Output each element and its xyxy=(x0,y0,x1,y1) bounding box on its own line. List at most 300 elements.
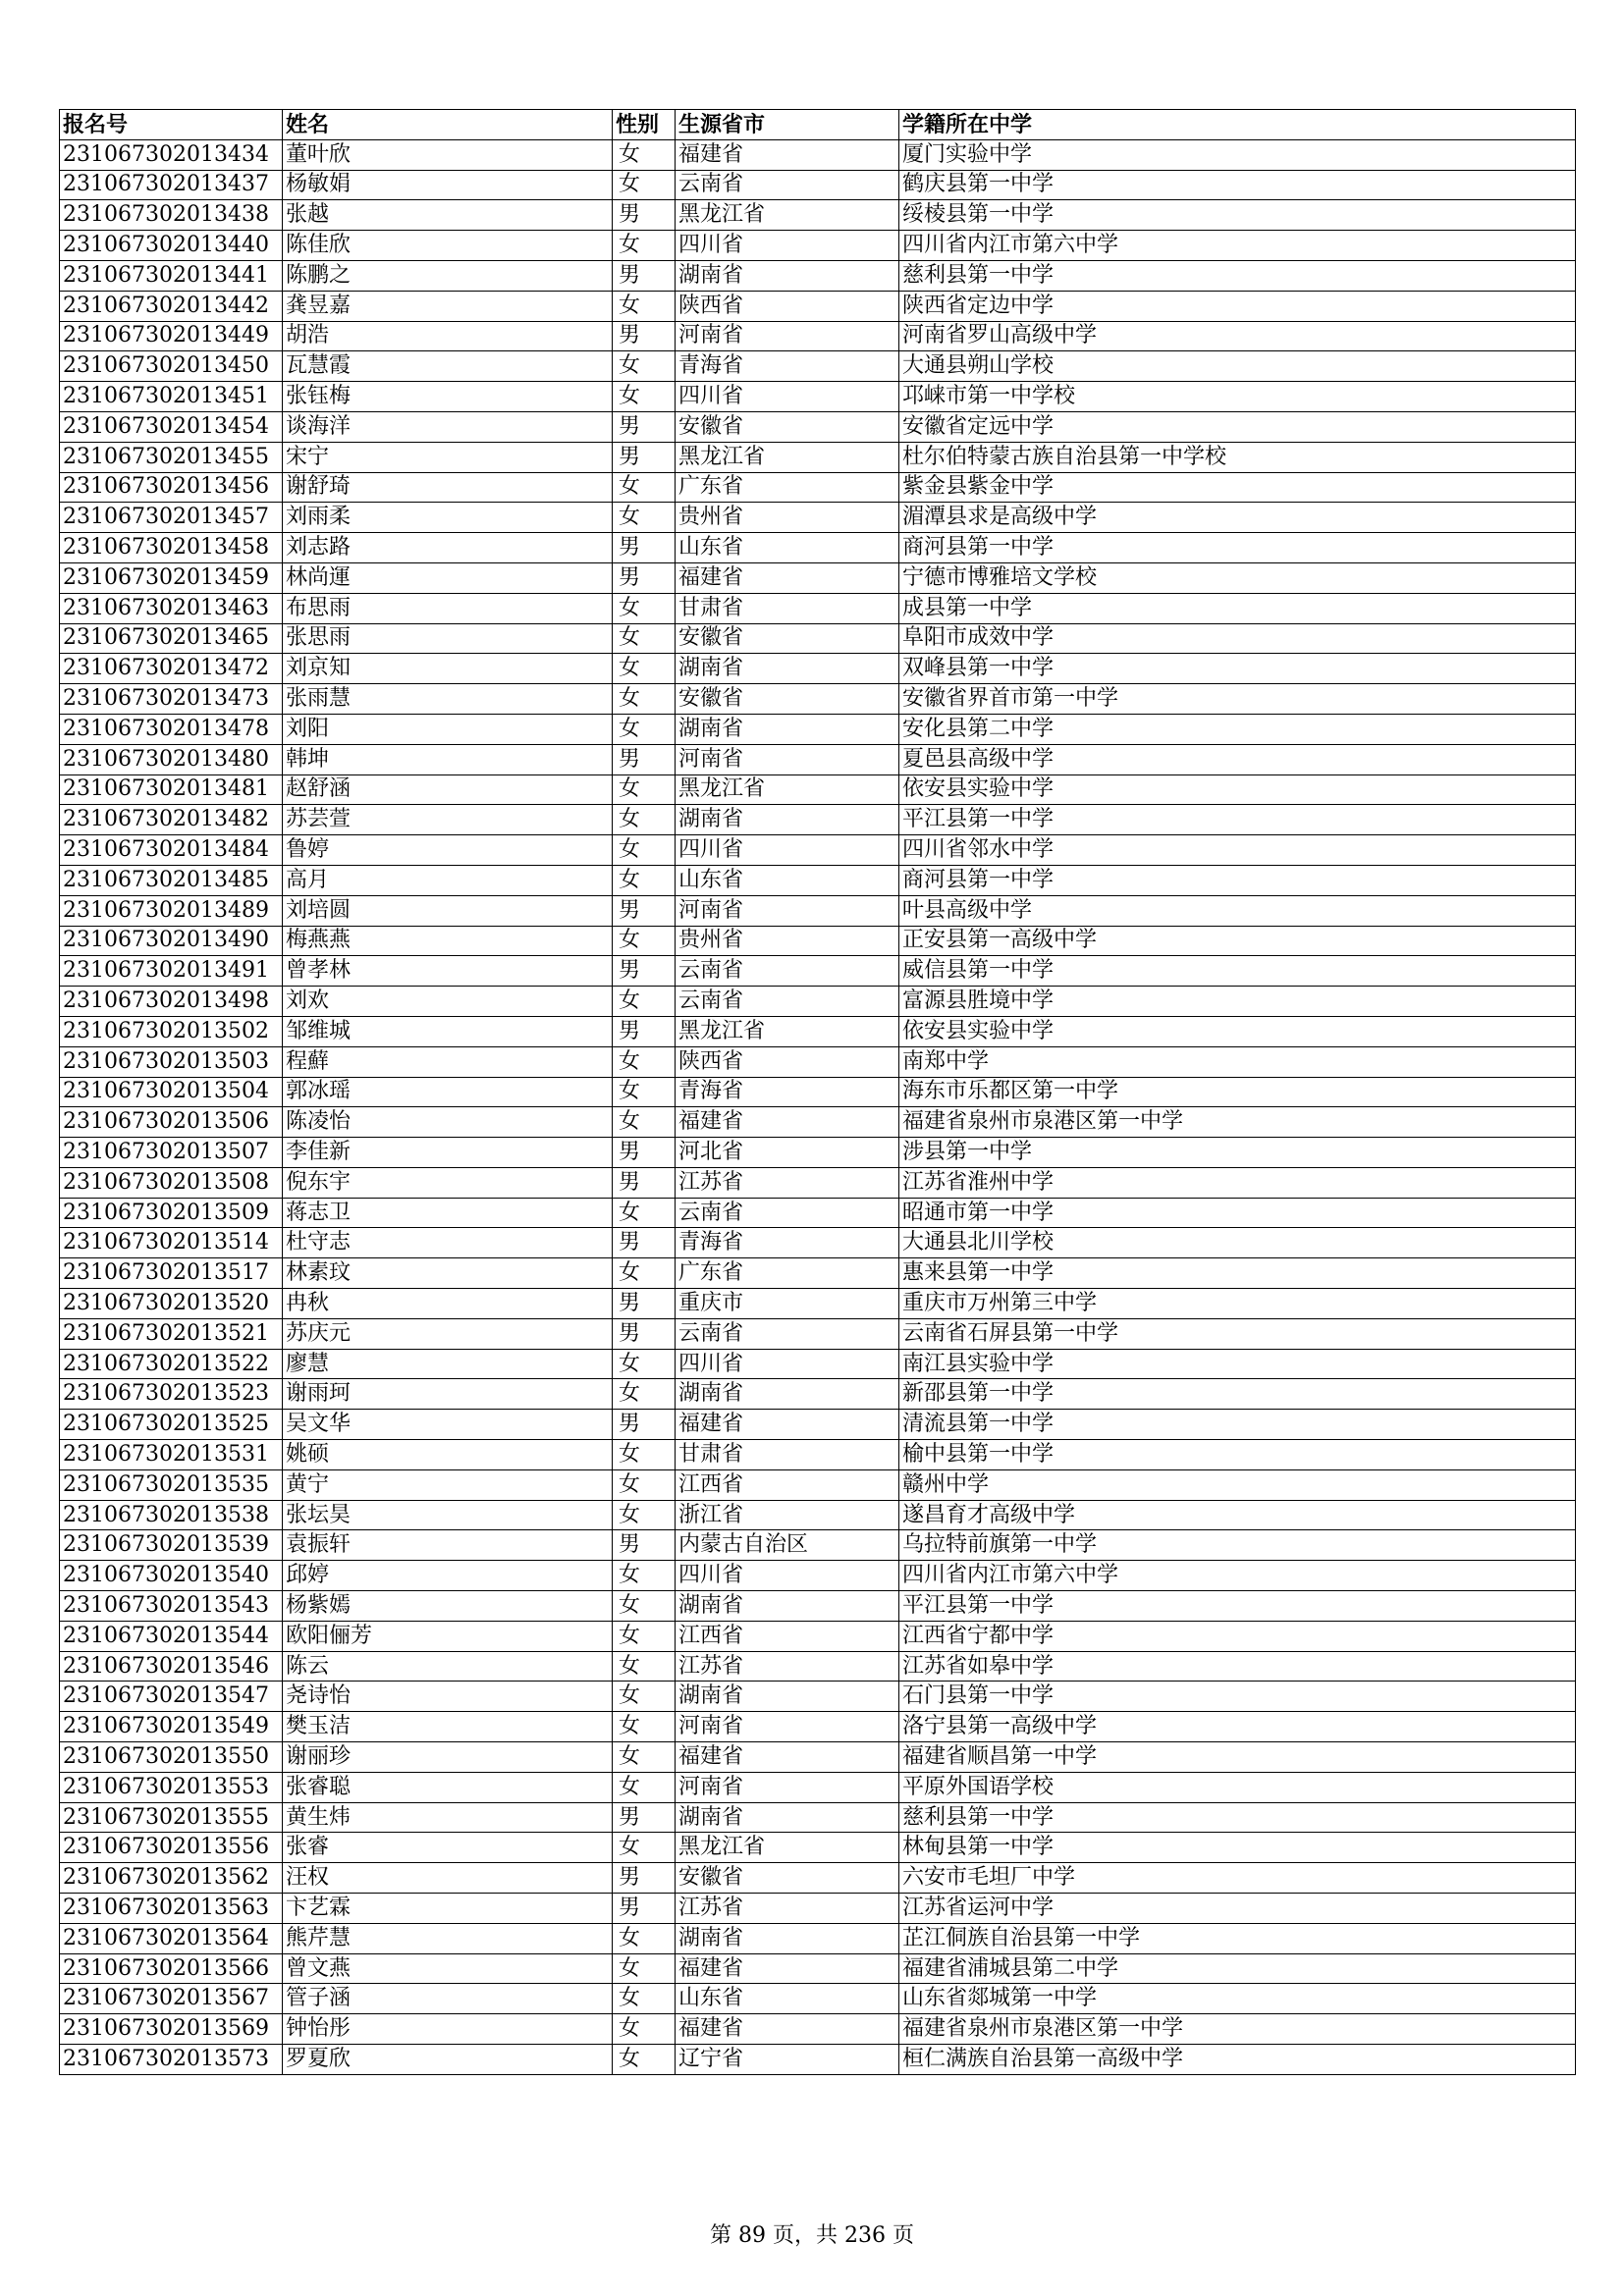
cell-reg-no: 231067302013508 xyxy=(60,1167,283,1198)
table-row xyxy=(60,1833,1576,1863)
table-row xyxy=(60,472,1576,503)
cell-name: 瓦慧霞 xyxy=(283,351,613,382)
table-row xyxy=(60,1772,1576,1802)
cell-province: 青海省 xyxy=(676,351,899,382)
cell-province: 河南省 xyxy=(676,744,899,774)
cell-school: 遂昌育才高级中学 xyxy=(899,1500,1576,1530)
cell-school: 昭通市第一中学 xyxy=(899,1198,1576,1228)
cell-name: 张思雨 xyxy=(283,623,613,654)
cell-name: 苏芸萱 xyxy=(283,805,613,835)
table-row xyxy=(60,1621,1576,1651)
cell-name: 黄生炜 xyxy=(283,1802,613,1833)
cell-reg-no: 231067302013463 xyxy=(60,593,283,623)
cell-province: 安徽省 xyxy=(676,1863,899,1894)
cell-school: 鹤庆县第一中学 xyxy=(899,170,1576,200)
cell-reg-no: 231067302013544 xyxy=(60,1621,283,1651)
cell-school: 六安市毛坦厂中学 xyxy=(899,1863,1576,1894)
cell-school: 新邵县第一中学 xyxy=(899,1379,1576,1410)
header-province: 生源省市 xyxy=(676,110,899,140)
table-row xyxy=(60,654,1576,684)
cell-sex: 女 xyxy=(613,1591,676,1622)
cell-school: 清流县第一中学 xyxy=(899,1410,1576,1440)
cell-reg-no: 231067302013502 xyxy=(60,1016,283,1046)
cell-sex: 女 xyxy=(613,503,676,533)
cell-province: 湖南省 xyxy=(676,1682,899,1712)
cell-name: 程蘚 xyxy=(283,1046,613,1077)
cell-school: 慈利县第一中学 xyxy=(899,1802,1576,1833)
table-row xyxy=(60,1530,1576,1561)
cell-reg-no: 231067302013523 xyxy=(60,1379,283,1410)
cell-name: 鲁婷 xyxy=(283,835,613,866)
cell-province: 河南省 xyxy=(676,321,899,351)
table-row xyxy=(60,774,1576,805)
cell-school: 湄潭县求是高级中学 xyxy=(899,503,1576,533)
table-row xyxy=(60,1802,1576,1833)
cell-school: 大通县朔山学校 xyxy=(899,351,1576,382)
cell-reg-no: 231067302013509 xyxy=(60,1198,283,1228)
cell-province: 湖南省 xyxy=(676,654,899,684)
cell-school: 依安县实验中学 xyxy=(899,1016,1576,1046)
cell-name: 郭冰瑶 xyxy=(283,1077,613,1107)
cell-name: 冉秋 xyxy=(283,1289,613,1319)
cell-name: 汪权 xyxy=(283,1863,613,1894)
cell-sex: 女 xyxy=(613,1107,676,1138)
cell-school: 叶县高级中学 xyxy=(899,895,1576,926)
cell-sex: 女 xyxy=(613,472,676,503)
cell-name: 杨敏娟 xyxy=(283,170,613,200)
table-row xyxy=(60,623,1576,654)
cell-reg-no: 231067302013563 xyxy=(60,1894,283,1924)
table-row xyxy=(60,1984,1576,2014)
cell-province: 湖南省 xyxy=(676,260,899,291)
cell-school: 紫金县紫金中学 xyxy=(899,472,1576,503)
table-row xyxy=(60,2014,1576,2045)
table-row xyxy=(60,593,1576,623)
cell-sex: 女 xyxy=(613,139,676,170)
table-row xyxy=(60,1016,1576,1046)
cell-name: 姚硕 xyxy=(283,1440,613,1470)
cell-sex: 男 xyxy=(613,442,676,472)
table-row xyxy=(60,956,1576,987)
cell-school: 安徽省定远中学 xyxy=(899,411,1576,442)
cell-reg-no: 231067302013522 xyxy=(60,1349,283,1379)
cell-name: 樊玉洁 xyxy=(283,1712,613,1742)
cell-province: 湖南省 xyxy=(676,1923,899,1953)
cell-name: 李佳新 xyxy=(283,1138,613,1168)
cell-province: 甘肃省 xyxy=(676,1440,899,1470)
table-row xyxy=(60,442,1576,472)
table-row xyxy=(60,231,1576,261)
table-row xyxy=(60,987,1576,1017)
cell-name: 苏庆元 xyxy=(283,1318,613,1349)
cell-province: 黑龙江省 xyxy=(676,1016,899,1046)
cell-province: 福建省 xyxy=(676,562,899,593)
cell-sex: 男 xyxy=(613,744,676,774)
cell-reg-no: 231067302013514 xyxy=(60,1228,283,1258)
cell-school: 商河县第一中学 xyxy=(899,533,1576,563)
cell-sex: 女 xyxy=(613,1561,676,1591)
cell-sex: 女 xyxy=(613,1440,676,1470)
cell-sex: 女 xyxy=(613,1046,676,1077)
cell-reg-no: 231067302013521 xyxy=(60,1318,283,1349)
cell-reg-no: 231067302013451 xyxy=(60,382,283,412)
cell-province: 安徽省 xyxy=(676,411,899,442)
cell-school: 安徽省界首市第一中学 xyxy=(899,684,1576,715)
cell-reg-no: 231067302013531 xyxy=(60,1440,283,1470)
cell-sex: 女 xyxy=(613,1077,676,1107)
cell-school: 南郑中学 xyxy=(899,1046,1576,1077)
cell-school: 阜阳市成效中学 xyxy=(899,623,1576,654)
cell-reg-no: 231067302013450 xyxy=(60,351,283,382)
cell-sex: 男 xyxy=(613,1228,676,1258)
cell-sex: 女 xyxy=(613,1682,676,1712)
cell-name: 龚昱嘉 xyxy=(283,291,613,321)
cell-reg-no: 231067302013456 xyxy=(60,472,283,503)
cell-sex: 女 xyxy=(613,654,676,684)
cell-sex: 男 xyxy=(613,533,676,563)
cell-reg-no: 231067302013485 xyxy=(60,865,283,895)
cell-name: 管子涵 xyxy=(283,1984,613,2014)
table-row xyxy=(60,684,1576,715)
cell-name: 谢舒琦 xyxy=(283,472,613,503)
cell-reg-no: 231067302013498 xyxy=(60,987,283,1017)
cell-school: 平江县第一中学 xyxy=(899,805,1576,835)
header-row xyxy=(60,110,1576,140)
cell-reg-no: 231067302013449 xyxy=(60,321,283,351)
cell-name: 胡浩 xyxy=(283,321,613,351)
cell-province: 河南省 xyxy=(676,1712,899,1742)
cell-sex: 女 xyxy=(613,623,676,654)
table-row xyxy=(60,1379,1576,1410)
header-reg-no: 报名号 xyxy=(60,110,283,140)
cell-name: 吴文华 xyxy=(283,1410,613,1440)
cell-school: 平原外国语学校 xyxy=(899,1772,1576,1802)
cell-name: 尧诗怡 xyxy=(283,1682,613,1712)
cell-province: 云南省 xyxy=(676,170,899,200)
cell-name: 林素玟 xyxy=(283,1258,613,1289)
cell-province: 江苏省 xyxy=(676,1167,899,1198)
cell-school: 大通县北川学校 xyxy=(899,1228,1576,1258)
cell-school: 乌拉特前旗第一中学 xyxy=(899,1530,1576,1561)
cell-school: 福建省泉州市泉港区第一中学 xyxy=(899,1107,1576,1138)
cell-reg-no: 231067302013506 xyxy=(60,1107,283,1138)
cell-reg-no: 231067302013489 xyxy=(60,895,283,926)
table-row xyxy=(60,321,1576,351)
cell-sex: 女 xyxy=(613,291,676,321)
cell-school: 江苏省如皋中学 xyxy=(899,1651,1576,1682)
table-body xyxy=(60,139,1576,2074)
cell-sex: 女 xyxy=(613,1742,676,1773)
table-row xyxy=(60,1077,1576,1107)
cell-reg-no: 231067302013473 xyxy=(60,684,283,715)
table-row xyxy=(60,1651,1576,1682)
cell-sex: 女 xyxy=(613,2014,676,2045)
cell-province: 安徽省 xyxy=(676,684,899,715)
cell-sex: 女 xyxy=(613,987,676,1017)
table-row xyxy=(60,1289,1576,1319)
cell-sex: 男 xyxy=(613,1318,676,1349)
cell-province: 云南省 xyxy=(676,1318,899,1349)
cell-sex: 女 xyxy=(613,231,676,261)
table-row xyxy=(60,926,1576,956)
table-row xyxy=(60,805,1576,835)
cell-name: 张睿 xyxy=(283,1833,613,1863)
cell-reg-no: 231067302013556 xyxy=(60,1833,283,1863)
cell-reg-no: 231067302013438 xyxy=(60,200,283,231)
cell-reg-no: 231067302013481 xyxy=(60,774,283,805)
cell-sex: 男 xyxy=(613,1138,676,1168)
cell-school: 双峰县第一中学 xyxy=(899,654,1576,684)
cell-school: 依安县实验中学 xyxy=(899,774,1576,805)
cell-sex: 女 xyxy=(613,1651,676,1682)
cell-province: 江苏省 xyxy=(676,1894,899,1924)
cell-province: 湖南省 xyxy=(676,1379,899,1410)
cell-name: 廖慧 xyxy=(283,1349,613,1379)
cell-reg-no: 231067302013455 xyxy=(60,442,283,472)
table-row xyxy=(60,2045,1576,2075)
cell-reg-no: 231067302013504 xyxy=(60,1077,283,1107)
table-row xyxy=(60,562,1576,593)
cell-reg-no: 231067302013550 xyxy=(60,1742,283,1773)
cell-name: 张越 xyxy=(283,200,613,231)
cell-school: 江苏省淮州中学 xyxy=(899,1167,1576,1198)
cell-name: 布思雨 xyxy=(283,593,613,623)
cell-name: 邱婷 xyxy=(283,1561,613,1591)
cell-province: 贵州省 xyxy=(676,503,899,533)
cell-province: 福建省 xyxy=(676,1953,899,1984)
cell-reg-no: 231067302013459 xyxy=(60,562,283,593)
cell-province: 江西省 xyxy=(676,1469,899,1500)
cell-name: 林尚運 xyxy=(283,562,613,593)
table-row xyxy=(60,1198,1576,1228)
cell-name: 杜守志 xyxy=(283,1228,613,1258)
cell-reg-no: 231067302013547 xyxy=(60,1682,283,1712)
cell-reg-no: 231067302013567 xyxy=(60,1984,283,2014)
cell-reg-no: 231067302013553 xyxy=(60,1772,283,1802)
cell-name: 张雨慧 xyxy=(283,684,613,715)
cell-sex: 女 xyxy=(613,1923,676,1953)
cell-name: 陈鹏之 xyxy=(283,260,613,291)
cell-reg-no: 231067302013441 xyxy=(60,260,283,291)
cell-name: 高月 xyxy=(283,865,613,895)
admission-list-table xyxy=(59,109,1576,2075)
cell-school: 江苏省运河中学 xyxy=(899,1894,1576,1924)
cell-school: 夏邑县高级中学 xyxy=(899,744,1576,774)
table-row xyxy=(60,1410,1576,1440)
cell-sex: 女 xyxy=(613,1712,676,1742)
cell-name: 欧阳俪芳 xyxy=(283,1621,613,1651)
cell-reg-no: 231067302013480 xyxy=(60,744,283,774)
cell-school: 平江县第一中学 xyxy=(899,1591,1576,1622)
cell-school: 重庆市万州第三中学 xyxy=(899,1289,1576,1319)
cell-reg-no: 231067302013491 xyxy=(60,956,283,987)
cell-province: 湖南省 xyxy=(676,805,899,835)
cell-reg-no: 231067302013549 xyxy=(60,1712,283,1742)
cell-school: 陕西省定边中学 xyxy=(899,291,1576,321)
cell-sex: 女 xyxy=(613,1258,676,1289)
cell-name: 陈佳欣 xyxy=(283,231,613,261)
cell-school: 林甸县第一中学 xyxy=(899,1833,1576,1863)
cell-sex: 女 xyxy=(613,835,676,866)
cell-province: 湖南省 xyxy=(676,1802,899,1833)
cell-province: 浙江省 xyxy=(676,1500,899,1530)
cell-sex: 女 xyxy=(613,1984,676,2014)
cell-reg-no: 231067302013569 xyxy=(60,2014,283,2045)
cell-sex: 女 xyxy=(613,1500,676,1530)
cell-reg-no: 231067302013538 xyxy=(60,1500,283,1530)
cell-province: 青海省 xyxy=(676,1228,899,1258)
cell-province: 黑龙江省 xyxy=(676,442,899,472)
table-row xyxy=(60,835,1576,866)
cell-sex: 男 xyxy=(613,562,676,593)
cell-sex: 男 xyxy=(613,895,676,926)
cell-reg-no: 231067302013458 xyxy=(60,533,283,563)
cell-school: 四川省内江市第六中学 xyxy=(899,231,1576,261)
cell-name: 陈云 xyxy=(283,1651,613,1682)
table-row xyxy=(60,1953,1576,1984)
cell-province: 四川省 xyxy=(676,231,899,261)
table-row xyxy=(60,1742,1576,1773)
cell-school: 涉县第一中学 xyxy=(899,1138,1576,1168)
cell-sex: 女 xyxy=(613,170,676,200)
cell-province: 福建省 xyxy=(676,1410,899,1440)
table-row xyxy=(60,714,1576,744)
table-row xyxy=(60,503,1576,533)
cell-reg-no: 231067302013562 xyxy=(60,1863,283,1894)
cell-sex: 女 xyxy=(613,382,676,412)
cell-sex: 女 xyxy=(613,805,676,835)
cell-reg-no: 231067302013434 xyxy=(60,139,283,170)
cell-sex: 男 xyxy=(613,411,676,442)
cell-school: 福建省泉州市泉港区第一中学 xyxy=(899,2014,1576,2045)
cell-sex: 女 xyxy=(613,774,676,805)
cell-name: 刘阳 xyxy=(283,714,613,744)
table-row xyxy=(60,533,1576,563)
cell-sex: 女 xyxy=(613,1469,676,1500)
cell-name: 谢雨珂 xyxy=(283,1379,613,1410)
cell-school: 宁德市博雅培文学校 xyxy=(899,562,1576,593)
cell-name: 韩坤 xyxy=(283,744,613,774)
table-row xyxy=(60,382,1576,412)
cell-province: 陕西省 xyxy=(676,1046,899,1077)
cell-reg-no: 231067302013472 xyxy=(60,654,283,684)
table-row xyxy=(60,1318,1576,1349)
cell-name: 谢丽珍 xyxy=(283,1742,613,1773)
cell-name: 刘欢 xyxy=(283,987,613,1017)
cell-province: 福建省 xyxy=(676,139,899,170)
cell-school: 石门县第一中学 xyxy=(899,1682,1576,1712)
cell-name: 谈海洋 xyxy=(283,411,613,442)
cell-province: 福建省 xyxy=(676,2014,899,2045)
cell-province: 云南省 xyxy=(676,956,899,987)
table-row xyxy=(60,351,1576,382)
cell-school: 富源县胜境中学 xyxy=(899,987,1576,1017)
cell-province: 内蒙古自治区 xyxy=(676,1530,899,1561)
table-row xyxy=(60,1894,1576,1924)
cell-school: 海东市乐都区第一中学 xyxy=(899,1077,1576,1107)
header-school: 学籍所在中学 xyxy=(899,110,1576,140)
header-name: 姓名 xyxy=(283,110,613,140)
cell-province: 四川省 xyxy=(676,1349,899,1379)
table-row xyxy=(60,1469,1576,1500)
table-row xyxy=(60,865,1576,895)
cell-sex: 男 xyxy=(613,956,676,987)
cell-sex: 女 xyxy=(613,1621,676,1651)
table-row xyxy=(60,1228,1576,1258)
cell-name: 张钰梅 xyxy=(283,382,613,412)
cell-name: 杨紫嫣 xyxy=(283,1591,613,1622)
cell-name: 刘志路 xyxy=(283,533,613,563)
cell-name: 袁振轩 xyxy=(283,1530,613,1561)
table-row xyxy=(60,1923,1576,1953)
cell-school: 绥棱县第一中学 xyxy=(899,200,1576,231)
cell-reg-no: 231067302013566 xyxy=(60,1953,283,1984)
cell-province: 湖南省 xyxy=(676,714,899,744)
cell-name: 卞艺霖 xyxy=(283,1894,613,1924)
cell-province: 陕西省 xyxy=(676,291,899,321)
table-row xyxy=(60,1863,1576,1894)
cell-province: 安徽省 xyxy=(676,623,899,654)
cell-school: 云南省石屏县第一中学 xyxy=(899,1318,1576,1349)
cell-province: 湖南省 xyxy=(676,1591,899,1622)
cell-sex: 女 xyxy=(613,1349,676,1379)
cell-name: 罗夏欣 xyxy=(283,2045,613,2075)
cell-sex: 男 xyxy=(613,1289,676,1319)
cell-name: 刘雨柔 xyxy=(283,503,613,533)
cell-school: 正安县第一高级中学 xyxy=(899,926,1576,956)
cell-school: 芷江侗族自治县第一中学 xyxy=(899,1923,1576,1953)
cell-reg-no: 231067302013503 xyxy=(60,1046,283,1077)
cell-name: 蒋志卫 xyxy=(283,1198,613,1228)
cell-province: 四川省 xyxy=(676,382,899,412)
cell-province: 黑龙江省 xyxy=(676,774,899,805)
cell-name: 黄宁 xyxy=(283,1469,613,1500)
cell-reg-no: 231067302013535 xyxy=(60,1469,283,1500)
cell-reg-no: 231067302013540 xyxy=(60,1561,283,1591)
cell-reg-no: 231067302013482 xyxy=(60,805,283,835)
cell-province: 黑龙江省 xyxy=(676,1833,899,1863)
cell-reg-no: 231067302013543 xyxy=(60,1591,283,1622)
cell-sex: 男 xyxy=(613,1530,676,1561)
table-row xyxy=(60,1500,1576,1530)
cell-sex: 男 xyxy=(613,1410,676,1440)
cell-name: 刘京知 xyxy=(283,654,613,684)
cell-sex: 女 xyxy=(613,2045,676,2075)
cell-reg-no: 231067302013539 xyxy=(60,1530,283,1561)
cell-sex: 女 xyxy=(613,351,676,382)
cell-province: 甘肃省 xyxy=(676,593,899,623)
cell-school: 福建省浦城县第二中学 xyxy=(899,1953,1576,1984)
cell-province: 青海省 xyxy=(676,1077,899,1107)
cell-reg-no: 231067302013457 xyxy=(60,503,283,533)
cell-province: 重庆市 xyxy=(676,1289,899,1319)
cell-sex: 女 xyxy=(613,593,676,623)
table-row xyxy=(60,744,1576,774)
cell-sex: 女 xyxy=(613,865,676,895)
cell-sex: 女 xyxy=(613,1953,676,1984)
table-row xyxy=(60,1561,1576,1591)
cell-school: 江西省宁都中学 xyxy=(899,1621,1576,1651)
header-sex: 性别 xyxy=(613,110,676,140)
cell-reg-no: 231067302013484 xyxy=(60,835,283,866)
cell-province: 四川省 xyxy=(676,835,899,866)
cell-reg-no: 231067302013564 xyxy=(60,1923,283,1953)
table-row xyxy=(60,1682,1576,1712)
cell-school: 成县第一中学 xyxy=(899,593,1576,623)
cell-school: 邛崃市第一中学校 xyxy=(899,382,1576,412)
cell-province: 贵州省 xyxy=(676,926,899,956)
cell-province: 广东省 xyxy=(676,472,899,503)
